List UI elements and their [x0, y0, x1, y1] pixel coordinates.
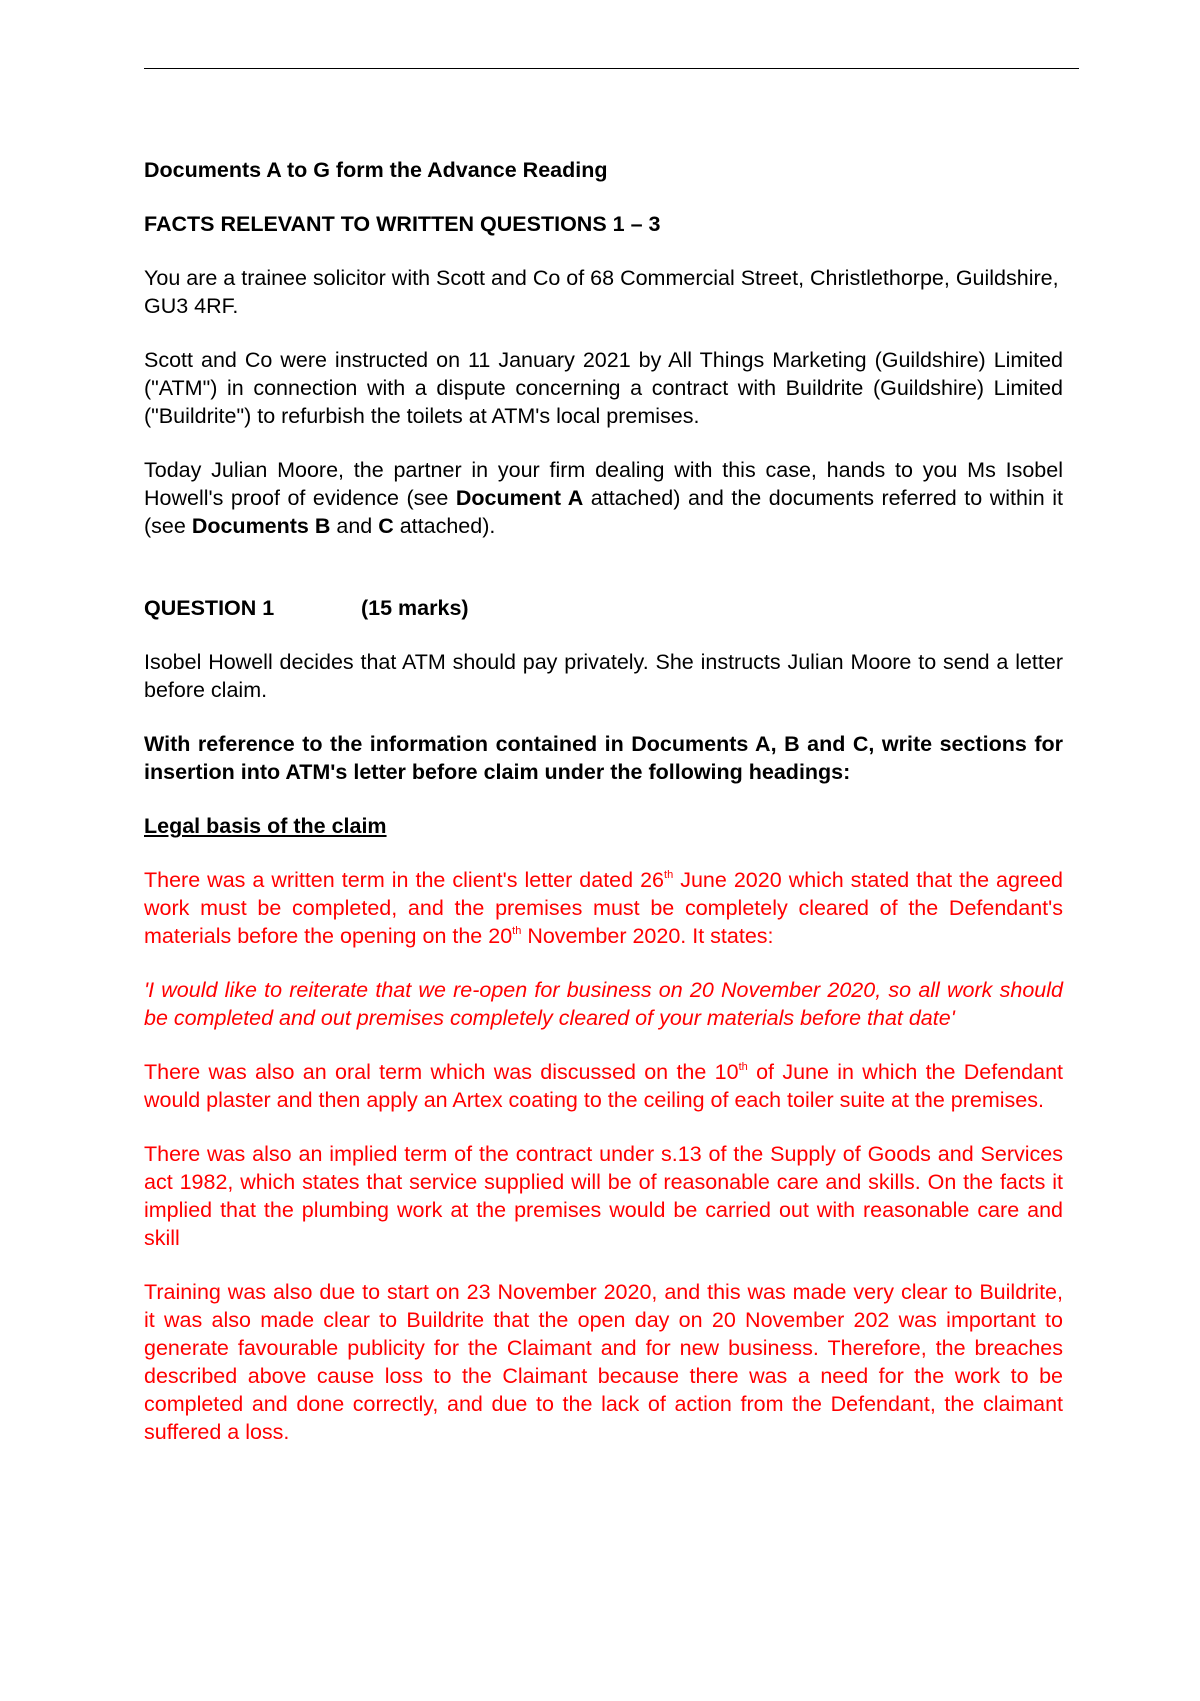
- intro-paragraph: You are a trainee solicitor with Scott and Co of 68 Commercial Street, Christlethorpe, Guildshire, GU3 4RF.: [144, 266, 1059, 318]
- document-body: [144, 156, 1063, 1446]
- question-1-heading: [144, 594, 1063, 622]
- answer-quote: 'I would like to reiterate that we re-open for business on 20 November 2020, so all work should be completed and out premises completely cleared of your materials before that date': [144, 978, 1063, 1030]
- question-1-body: Isobel Howell decides that ATM should pay privately. She instructs Julian Moore to send a letter before claim.: [144, 650, 1063, 702]
- question-1-marks: (15 marks): [361, 596, 469, 620]
- answer-oral-term: There was also an oral term which was discussed on the 10th of June in which the Defendant would plaster and then apply an Artex coating to the ceiling of each toiler suite at the premises.: [144, 1060, 1064, 1112]
- answer-loss: Training was also due to start on 23 November 2020, and this was made very clear to Buildrite, it was also made clear to Buildrite that the open day on 20 November 202 was important to generate favourable publicity for the Claimant and for new business. Therefore, the breaches described above cause loss to the Claimant because there was a need for the work to be completed and done correctly, and due to the lack of action from the Defendant, the claimant suffered a loss.: [144, 1280, 1063, 1444]
- question-1-label: QUESTION 1: [144, 596, 275, 620]
- documents-b-ref: Documents B: [191, 514, 331, 538]
- instruction-paragraph: Scott and Co were instructed on 11 January 2021 by All Things Marketing (Guildshire) Limited ("ATM") in connection with a dispute concerning a contract with Buildrite (Guildshire) Limited ("Buildrite") to refurbish the toilets at ATM's local premises.: [144, 348, 1063, 428]
- header-rule: [144, 68, 1079, 69]
- today-paragraph: Today Julian Moore, the partner in your firm dealing with this case, hands to you Ms Isobel Howell's proof of evidence (see Document A attached) and the documents referred to within it (see Documents B and C attached).: [144, 458, 1063, 538]
- question-1-task: With reference to the information contained in Documents A, B and C, write sections for insertion into ATM's letter before claim under the following headings:: [144, 732, 1063, 784]
- document-a-ref: Document A: [455, 486, 584, 510]
- answer-written-term: There was a written term in the client's letter dated 26th June 2020 which stated that the agreed work must be completed, and the premises must be completely cleared of the Defendant's materials before the opening on the 20th November 2020. It states:: [144, 868, 1063, 948]
- facts-heading: FACTS RELEVANT TO WRITTEN QUESTIONS 1 – 3: [144, 212, 661, 236]
- advance-reading-heading: Documents A to G form the Advance Reading: [144, 158, 608, 182]
- answer-implied-term: There was also an implied term of the contract under s.13 of the Supply of Goods and Services act 1982, which states that service supplied will be of reasonable care and skills. On the facts it implied that the plumbing work at the premises would be carried out with reasonable care and skill: [144, 1142, 1063, 1250]
- document-c-ref: C: [378, 514, 394, 538]
- legal-basis-subheading: Legal basis of the claim: [144, 814, 387, 838]
